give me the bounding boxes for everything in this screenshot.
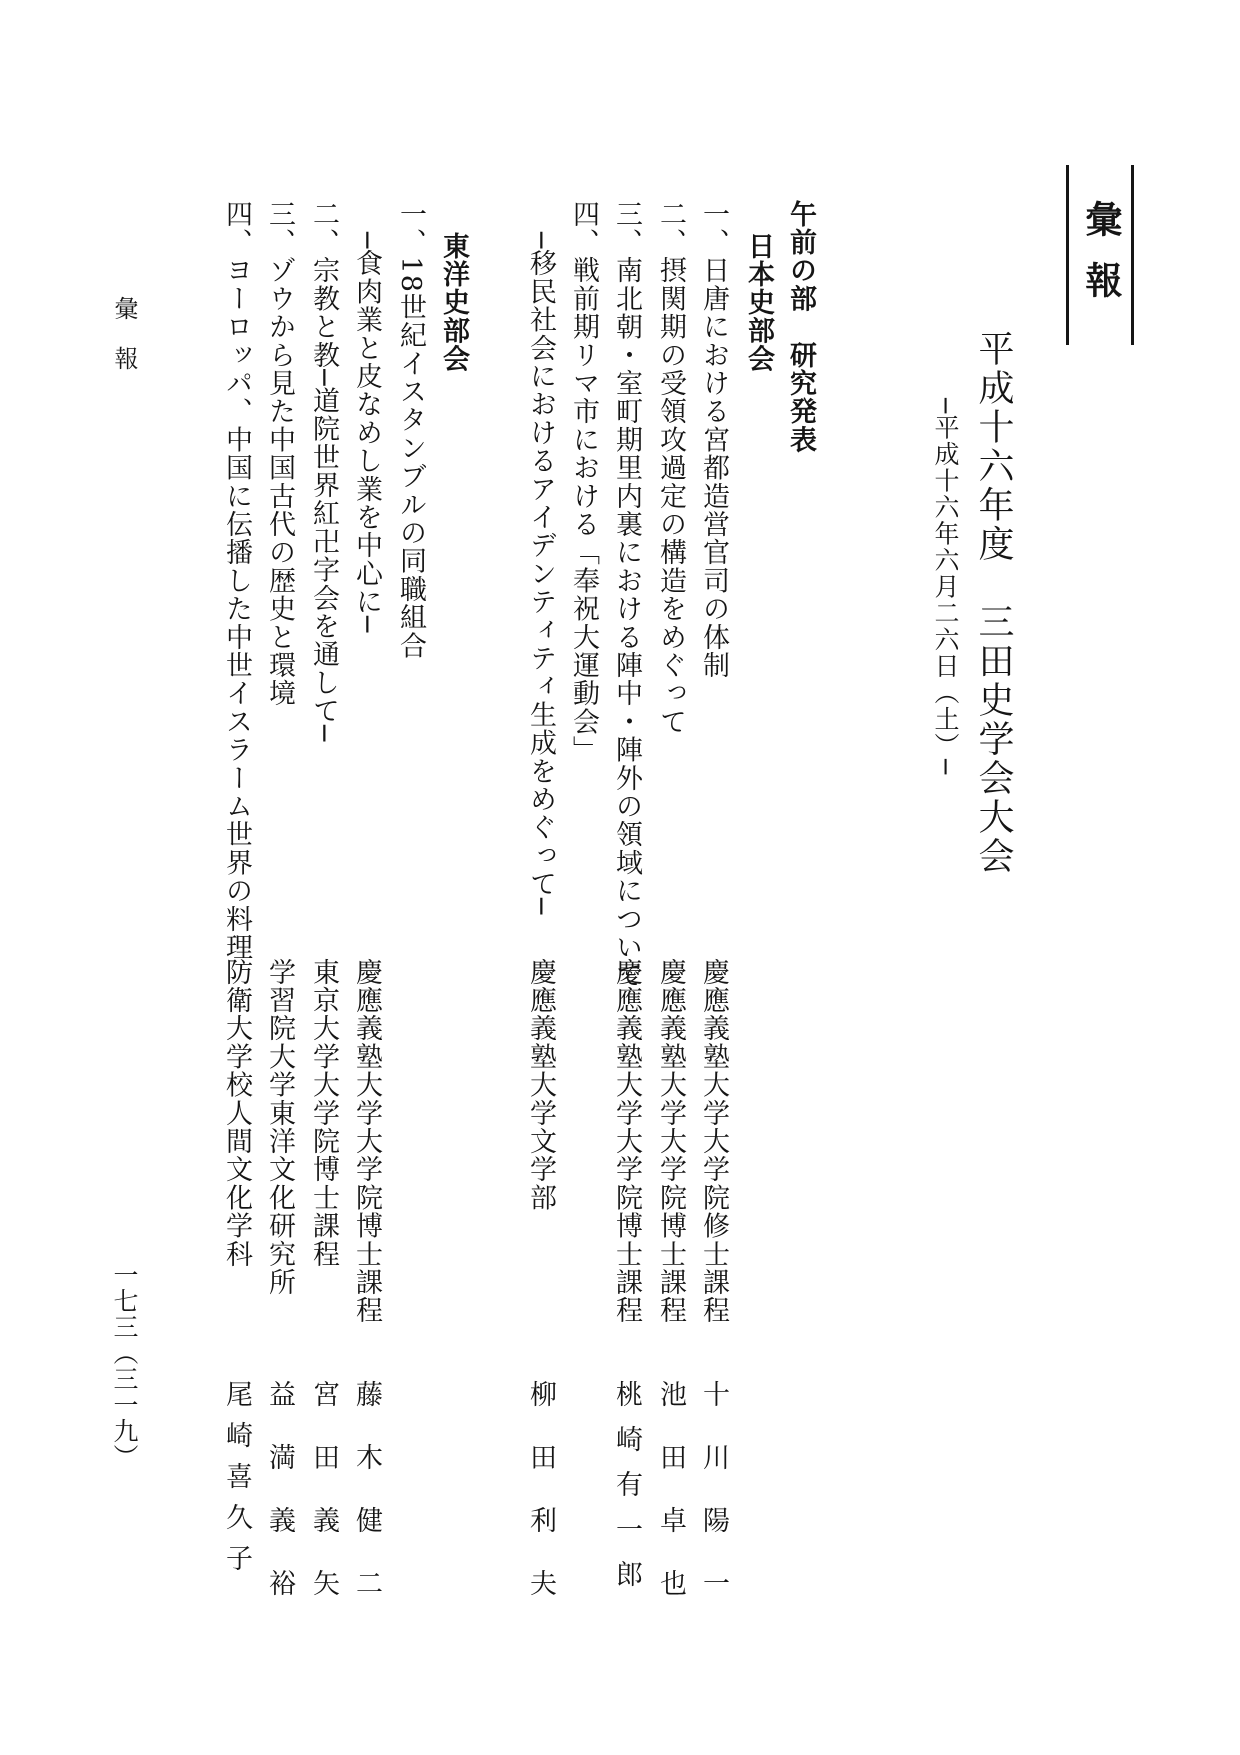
running-head: 彙報 xyxy=(110,296,138,396)
jp-item-2-affiliation: 慶應義塾大学大学院博士課程 xyxy=(655,958,686,1325)
or-item-1-affiliation: 慶應義塾大学大学院博士課程 xyxy=(351,958,382,1325)
morning-session-label: 午前の部 研究発表 xyxy=(785,200,816,454)
header-rule-right xyxy=(1131,165,1134,345)
section-header: 彙報 xyxy=(1079,200,1123,322)
page-number: 一七三（三一九） xyxy=(110,1262,139,1470)
or-item-2-title: 二、宗教と教─道院世界紅卍字会を通して─ xyxy=(308,200,339,743)
jp-item-4-subtitle: ─移民社会におけるアイデンティティ生成をめぐって─ xyxy=(525,232,556,916)
jp-item-1-title: 一、日唐における宮都造営官司の体制 xyxy=(698,200,729,680)
or-item-3-presenter: 益満義裕 xyxy=(264,1380,295,1632)
japanese-history-heading: 日本史部会 xyxy=(743,232,774,373)
jp-item-3-title: 三、南北朝・室町期里内裏における陣中・陣外の領域について xyxy=(611,200,642,990)
or-item-3-title: 三、ゾウから見た中国古代の歴史と環境 xyxy=(264,200,295,708)
or-item-4-title: 四、ヨーロッパ、中国に伝播した中世イスラーム世界の料理 xyxy=(221,200,252,962)
jp-item-3-affiliation: 慶應義塾大学大学院博士課程 xyxy=(611,958,642,1325)
or-item-2-affiliation: 東京大学大学院博士課程 xyxy=(308,958,339,1269)
jp-item-3-presenter: 桃崎有一郎 xyxy=(611,1380,642,1605)
or-item-2-presenter: 宮田義矢 xyxy=(308,1380,339,1632)
jp-item-2-presenter: 池田卓也 xyxy=(655,1380,686,1632)
oriental-history-heading: 東洋史部会 xyxy=(438,232,469,373)
or-item-4-affiliation: 防衛大学校人間文化学科 xyxy=(221,958,252,1269)
or-item-1-subtitle: ─食肉業と皮なめし業を中心に─ xyxy=(351,232,382,634)
header-rule-left xyxy=(1066,165,1069,345)
or-item-1-title: 一、18世紀イスタンブルの同職組合 xyxy=(395,200,426,660)
jp-item-4-presenter: 柳田利夫 xyxy=(525,1380,556,1632)
or-item-3-affiliation: 学習院大学東洋文化研究所 xyxy=(264,958,295,1297)
jp-item-2-title: 二、摂関期の受領攻過定の構造をめぐって xyxy=(655,200,686,736)
jp-item-1-affiliation: 慶應義塾大学大学院修士課程 xyxy=(698,958,729,1325)
jp-item-4-affiliation: 慶應義塾大学文学部 xyxy=(525,958,556,1212)
jp-item-4-title: 四、戦前期リマ市における「奉祝大運動会」 xyxy=(568,200,599,764)
meeting-title: 平成十六年度 三田史学会大会 xyxy=(973,330,1014,876)
or-item-4-presenter: 尾崎喜久子 xyxy=(221,1380,252,1585)
jp-item-1-presenter: 十川陽一 xyxy=(698,1380,729,1632)
or-item-1-presenter: 藤木健二 xyxy=(351,1380,382,1632)
meeting-date: ─平成十六年六月二六日（土）─ xyxy=(931,398,960,776)
